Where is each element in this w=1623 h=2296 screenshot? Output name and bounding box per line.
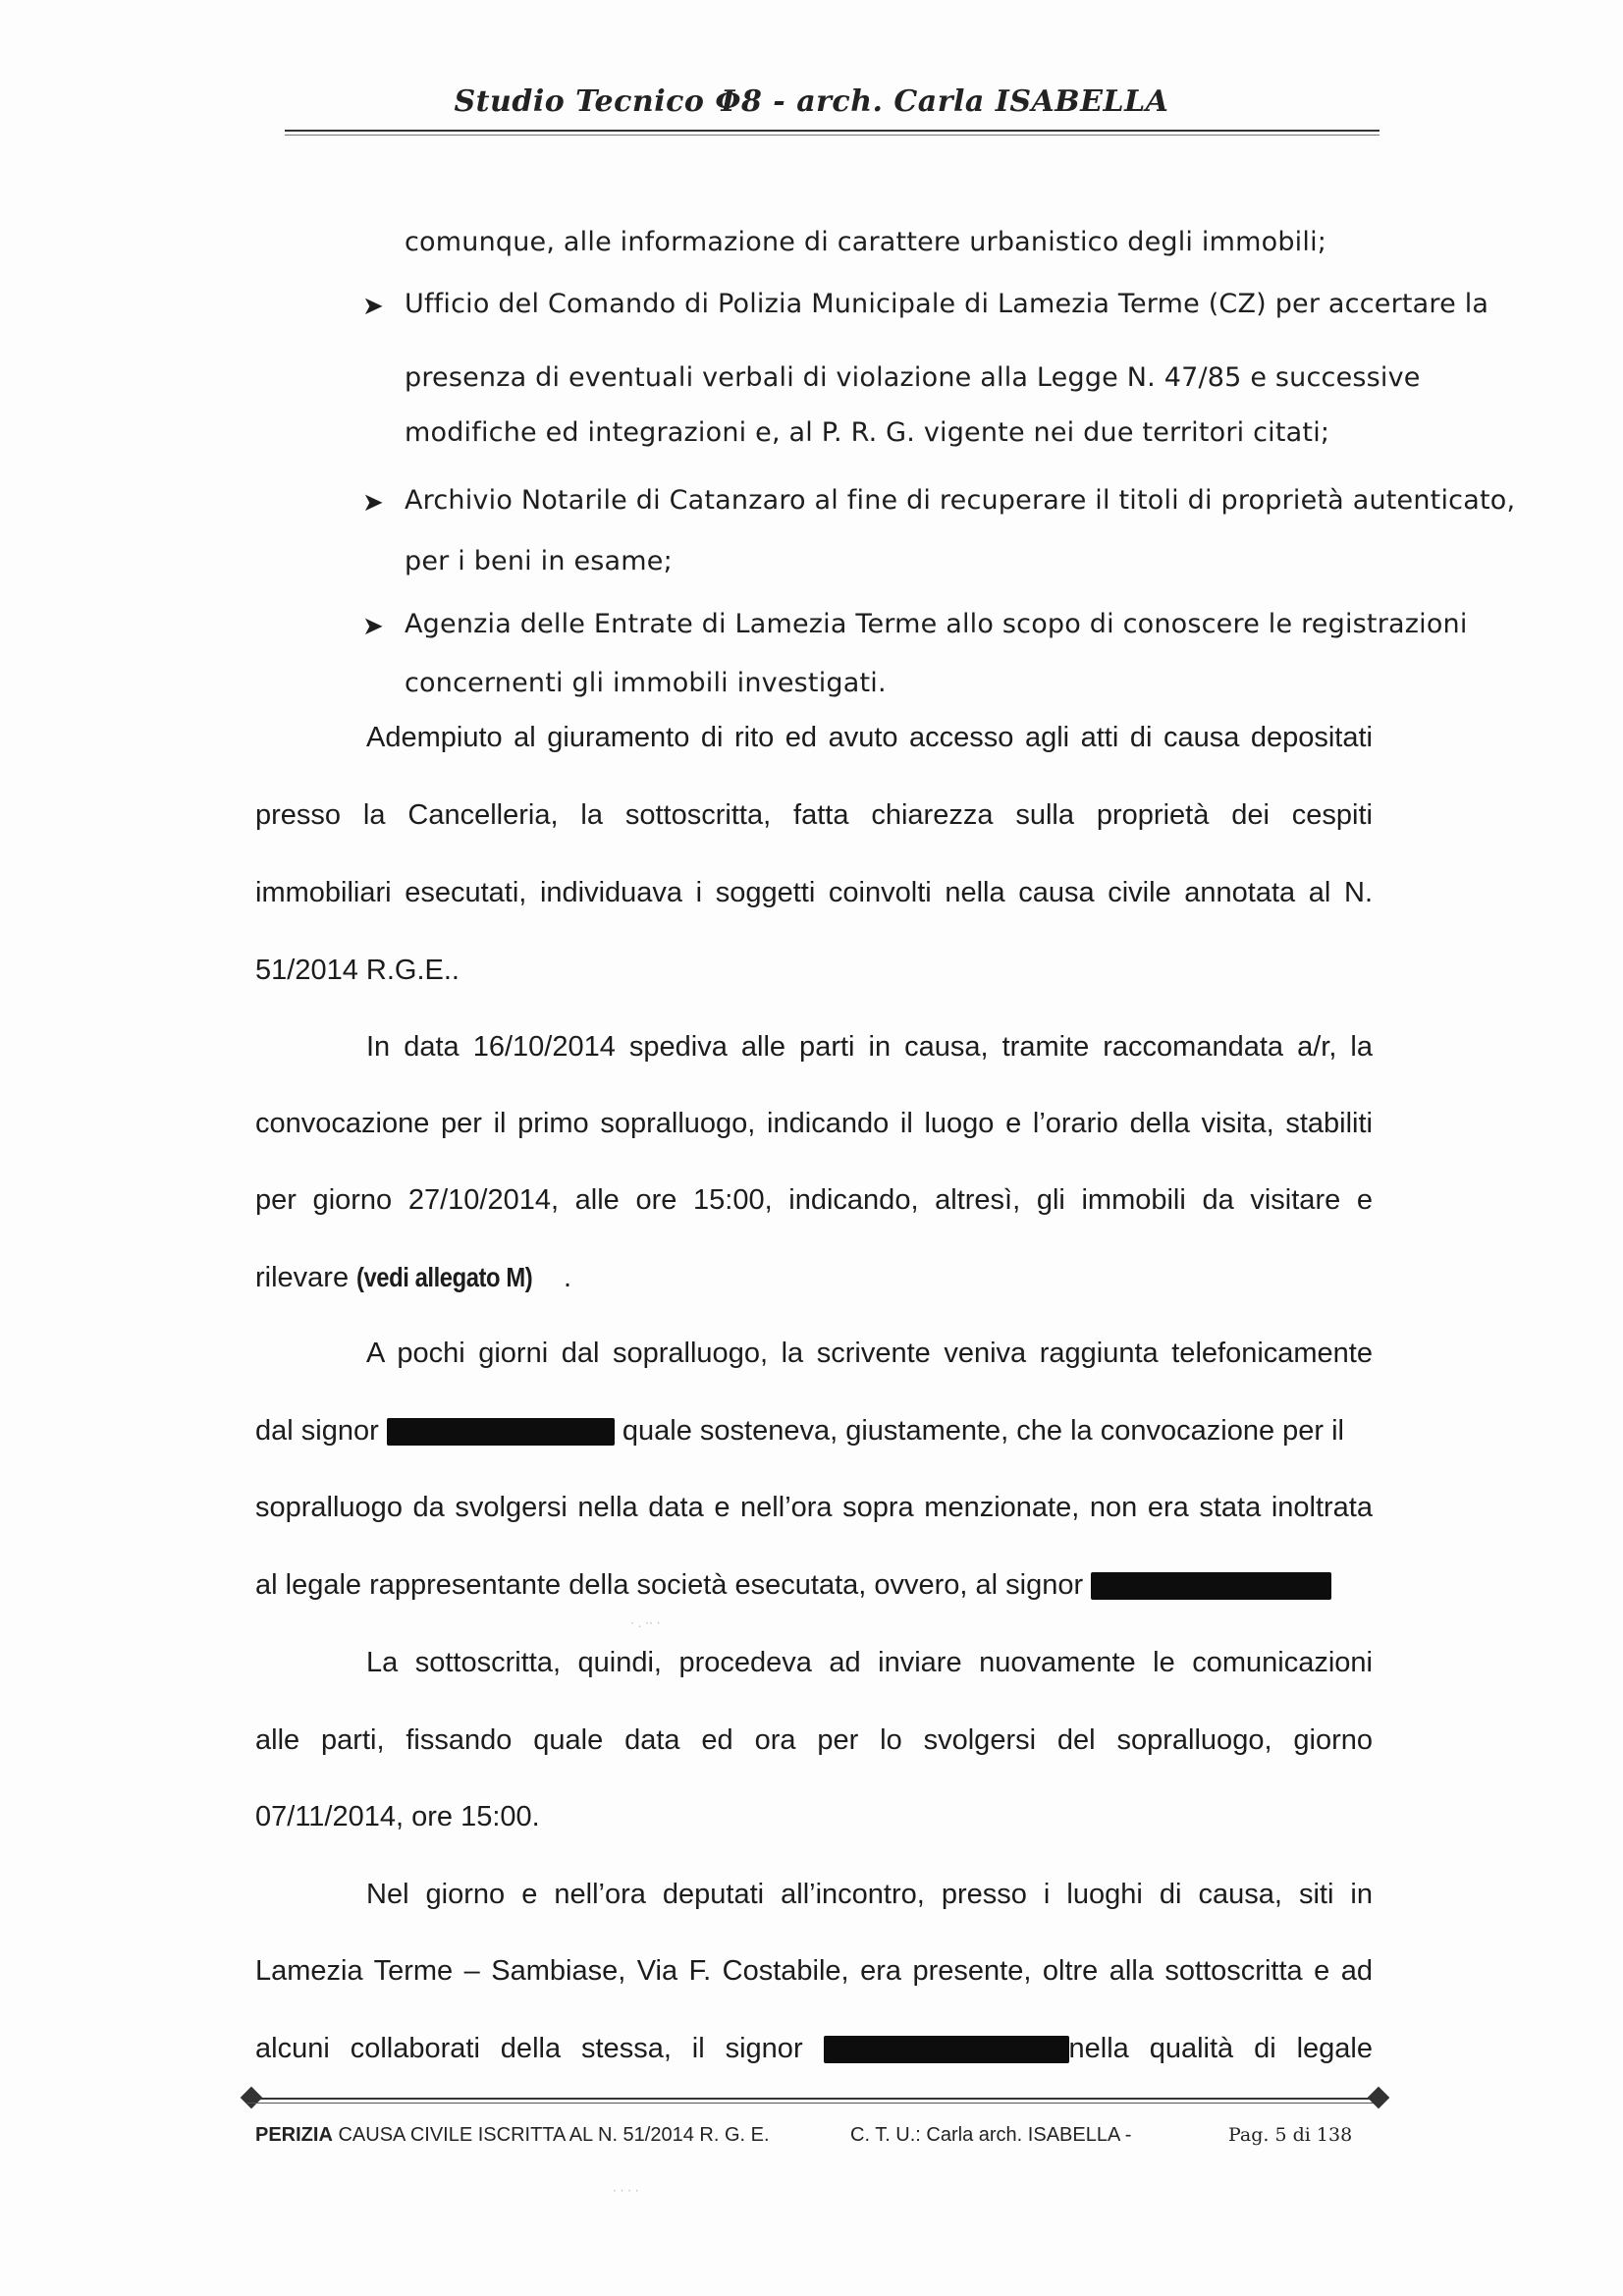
footer-divider (247, 2098, 1377, 2100)
paragraph-3-line-4 (255, 1569, 1331, 1602)
list-intro-line: comunque, alle informazione di carattere urbanistico degli immobili; (405, 227, 1327, 257)
paragraph-4-line-1: La sottoscritta, quindi, procedeva ad inviare nuovamente le comunicazioni (366, 1647, 1373, 1678)
footer-perizia-label: PERIZIA (255, 2124, 333, 2146)
paragraph-5-line-2: Lamezia Terme – Sambiase, Via F. Costabile, era presente, oltre alla sottoscritta e ad (255, 1955, 1373, 1987)
list-item-1-line-3: modifiche ed integrazioni e, al P. R. G. vigente nei due territori citati; (405, 417, 1330, 448)
scan-speck: · . ·· · (630, 1616, 661, 1630)
paragraph-3-line-4-prefix: al legale rappresentante della società esecutata, ovvero, al signor (255, 1569, 1092, 1601)
footer-divider-thin (247, 2103, 1377, 2104)
footer-page-number: Pag. 5 di 138 (1228, 2124, 1353, 2146)
footer-case-text: CAUSA CIVILE ISCRITTA AL N. 51/2014 R. G. E. (332, 2124, 770, 2146)
redacted-name (1091, 1572, 1331, 1600)
paragraph-1-line-3: immobiliari esecutati, individuava i soggetti coinvolti nella causa civile annotata al N. (255, 877, 1373, 908)
header-divider (285, 130, 1380, 132)
paragraph-5-line-1: Nel giorno e nell’ora deputati all’incontro, presso i luoghi di causa, siti in (366, 1879, 1373, 1910)
paragraph-3-line-2-prefix: dal signor (255, 1415, 387, 1447)
footer-ctu: C. T. U.: Carla arch. ISABELLA - (850, 2124, 1132, 2146)
header-title: Studio Tecnico Φ8 - arch. Carla ISABELLA (454, 84, 1169, 119)
list-item-1-line-2: presenza di eventuali verbali di violazione alla Legge N. 47/85 e successive (405, 362, 1421, 393)
paragraph-3-line-2 (255, 1415, 1344, 1448)
footer-case-reference (255, 2124, 770, 2147)
list-item-2-line-1: Archivio Notarile di Catanzaro al fine di recuperare il titoli di proprietà autenticato, (405, 485, 1516, 516)
paragraph-4-line-3: 07/11/2014, ore 15:00. (255, 1801, 540, 1832)
arrow-bullet-icon: ➤ (362, 612, 384, 641)
paragraph-1-line-1: Adempiuto al giuramento di rito ed avuto accesso agli atti di causa depositati (366, 722, 1373, 753)
paragraph-3-line-3: sopralluogo da svolgersi nella data e nell’ora sopra menzionate, non era stata inoltrata (255, 1492, 1373, 1523)
footer-rule-end-icon (1368, 2087, 1390, 2109)
list-item-1-line-1: Ufficio del Comando di Polizia Municipale di Lamezia Terme (CZ) per accertare la (405, 289, 1489, 319)
paragraph-2-line-1: In data 16/10/2014 spediva alle parti in causa, tramite raccomandata a/r, la (366, 1031, 1373, 1063)
paragraph-4-line-2: alle parti, fissando quale data ed ora per lo svolgersi del sopralluogo, giorno (255, 1724, 1373, 1756)
redacted-name (387, 1418, 615, 1446)
header-divider-thin (285, 135, 1380, 136)
list-item-3-line-1: Agenzia delle Entrate di Lamezia Terme allo scopo di conoscere le registrazioni (405, 609, 1468, 639)
paragraph-2-line-4 (255, 1262, 571, 1294)
paragraph-1-line-2: presso la Cancelleria, la sottoscritta, fatta chiarezza sulla proprietà dei cespiti (255, 799, 1373, 831)
scan-speck: · · · · (613, 2184, 639, 2198)
paragraph-3-line-1: A pochi giorni dal sopralluogo, la scrivente veniva raggiunta telefonicamente (366, 1338, 1373, 1369)
paragraph-5-line-3-prefix: alcuni collaborati della stessa, il signor (255, 2033, 824, 2064)
paragraph-2-line-3: per giorno 27/10/2014, alle ore 15:00, indicando, altresì, gli immobili da visitare e (255, 1184, 1373, 1216)
attachment-reference: (vedi allegato M) (356, 1262, 533, 1292)
list-item-2-line-2: per i beni in esame; (405, 546, 673, 576)
paragraph-1-line-4: 51/2014 R.G.E.. (255, 955, 460, 986)
paragraph-2-line-4-text: rilevare (255, 1262, 357, 1293)
paragraph-5-line-3-suffix: nella qualità di legale (1068, 2033, 1374, 2064)
paragraph-2-line-4-end: . (564, 1262, 572, 1293)
arrow-bullet-icon: ➤ (362, 292, 384, 321)
paragraph-2-line-2: convocazione per il primo sopralluogo, indicando il luogo e l’orario della visita, stabiliti (255, 1108, 1373, 1139)
paragraph-3-line-2-suffix: quale sosteneva, giustamente, che la convocazione per il (614, 1415, 1344, 1447)
paragraph-5-line-3 (255, 2033, 1373, 2065)
arrow-bullet-icon: ➤ (362, 488, 384, 518)
redacted-name (824, 2036, 1069, 2063)
list-item-3-line-2: concernenti gli immobili investigati. (405, 668, 887, 698)
